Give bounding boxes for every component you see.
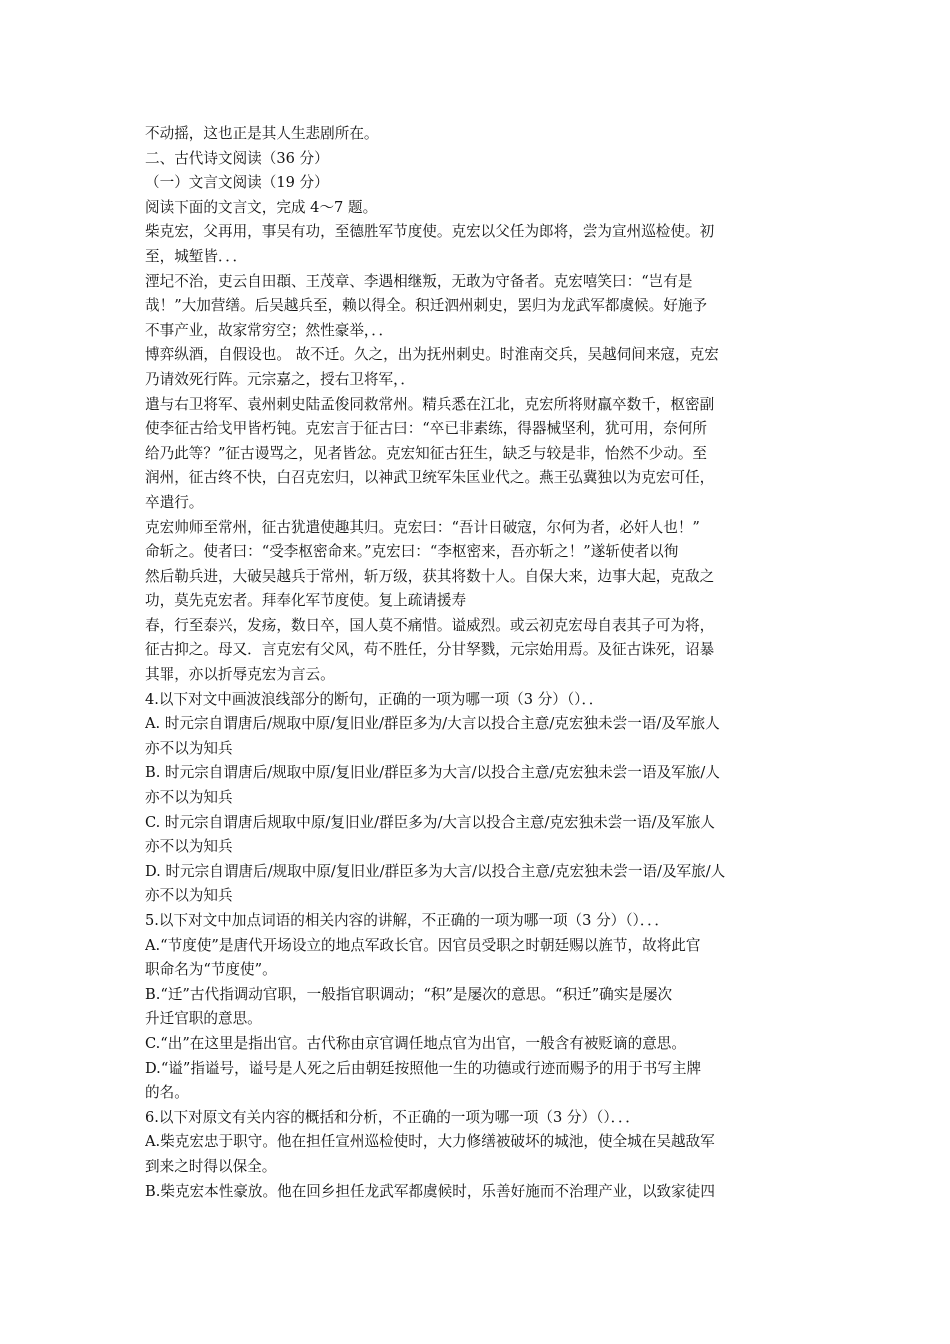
question-4-option-b-cont: 亦不以为知兵 xyxy=(145,789,233,807)
question-6-option-a: A.柴克宏忠于职守。他在担任宣州巡检使时，大力修缮被破坏的城池，使全城在吴越敌军 xyxy=(145,1133,715,1151)
text-line: 征古抑之。母又．言克宏有父风，苟不胜任，分甘孥戮，元宗始用焉。及征古诛死，诏暴 xyxy=(145,641,715,659)
text-line: 给乃此等？”征古谩骂之，见者皆忿。克宏知征古狂生，缺乏与较是非，怡然不少动。至 xyxy=(145,444,708,462)
question-5-option-d: D.“谥”指谥号，谥号是人死之后由朝廷按照他一生的功德或行迹而赐予的用于书写主牌 xyxy=(145,1059,702,1077)
question-4-option-b: B. 时元宗自谓唐后/规取中原/复旧业/群臣多为大言/以投合主意/克宏独未尝一语及军旅/人 xyxy=(145,764,720,782)
question-6-option-b: B.柴克宏本性豪放。他在回乡担任龙武军都虞候时，乐善好施而不治理产业，以致家徒四 xyxy=(145,1182,715,1200)
question-5-option-c: C.“出”在这里是指出官。古代称由京官调任地点官为出官，一般含有被贬谪的意思。 xyxy=(145,1034,686,1052)
text-line: 然后勒兵进，大破吴越兵于常州，斩万级，获其将数十人。自保大来，边事大起，克敌之 xyxy=(145,567,715,585)
question-4-option-d-cont: 亦不以为知兵 xyxy=(145,887,233,905)
text-line: 克宏帅师至常州，征古犹遣使趣其归。克宏曰：“吾计日破寇，尔何为者，必奸人也！” xyxy=(145,518,700,536)
text-line: 柴克宏，父再用，事吴有功，至德胜军节度使。克宏以父任为郎将，尝为宣州巡检使。初 xyxy=(145,223,715,241)
question-5-option-b: B.“迁”古代指调动官职，一般指官职调动；“积”是屡次的意思。“积迁”确实是屡次 xyxy=(145,985,673,1003)
text-line: 命斩之。使者曰：“受李枢密命来。”克宏曰：“李枢密来，吾亦斩之！”遂斩使者以徇 xyxy=(145,543,679,561)
question-6: 6.以下对原文有关内容的概括和分析，不正确的一项为哪一项（3 分）（）．．． xyxy=(145,1108,640,1126)
text-line: 不事产业，故家常穷空；然性豪举，．． xyxy=(145,321,394,339)
question-5-option-b-cont: 升迁官职的意思。 xyxy=(145,1010,262,1028)
question-5-option-d-cont: 的名。 xyxy=(145,1084,189,1102)
subsection-heading: （一）文言文阅读（19 分） xyxy=(145,174,329,192)
question-4-option-a-cont: 亦不以为知兵 xyxy=(145,739,233,757)
question-4-option-a: A. 时元宗自谓唐后/规取中原/复旧业/群臣多为/大言以投合主意/克宏独未尝一语/及军旅人 xyxy=(145,715,720,733)
question-5-option-a: A.“节度使”是唐代开场设立的地点军政长官。因官员受职之时朝廷赐以旌节，故将此官 xyxy=(145,936,701,954)
text-line: 春，行至泰兴，发疡，数日卒，国人莫不痛惜。谥威烈。或云初克宏母自表其子可为将， xyxy=(145,616,715,634)
text-line: 不动摇，这也正是其人生悲剧所在。 xyxy=(145,125,379,142)
text-line: 卒遣行。 xyxy=(145,493,204,511)
text-line: 遣与右卫将军、袁州刺史陆孟俊同救常州。精兵悉在江北，克宏所将财羸卒数千，枢密副 xyxy=(145,395,715,413)
document-page xyxy=(145,122,807,1204)
text-line: 功，莫先克宏者。拜奉化军节度使。复上疏请援寿 xyxy=(145,592,467,610)
question-5-option-a-cont: 职命名为“节度使”。 xyxy=(145,961,277,979)
text-line: 使李征古给戈甲皆朽钝。克宏言于征古曰：“卒已非素练，得器械坚利，犹可用，奈何所 xyxy=(145,420,708,438)
text-line: 哉！”大加营缮。后吴越兵至，赖以得全。积迁泗州刺史，罢归为龙武军都虞候。好施予 xyxy=(145,297,708,315)
question-4-option-d: D. 时元宗自谓唐后/规取中原/复旧业/群臣多为大言/以投合主意/克宏独未尝一语/及军旅/人 xyxy=(145,862,726,880)
text-line: 博弈纵酒，自假设也。 故不迁。久之，出为抚州刺史。时淮南交兵，吴越伺间来寇，克宏 xyxy=(145,346,719,364)
question-5: 5.以下对文中加点词语的相关内容的讲解，不正确的一项为哪一项（3 分）（）．．． xyxy=(145,912,670,929)
section-heading: 二、古代诗文阅读（36 分） xyxy=(145,149,329,167)
text-line: 至，城堑皆．．． xyxy=(145,247,248,265)
question-4-option-c-cont: 亦不以为知兵 xyxy=(145,838,233,856)
text-line: 润州，征古终不快，白召克宏归，以神武卫统军朱匡业代之。燕王弘冀独以为克宏可任， xyxy=(145,469,715,487)
question-4-option-c: C. 时元宗自谓唐后规取中原/复旧业/群臣多为/大言以投合主意/克宏独未尝一语/及军旅人 xyxy=(145,813,715,831)
question-4: 4.以下对文中画波浪线部分的断句，正确的一项为哪一项（3 分）（）．． xyxy=(145,690,604,708)
text-line: 湮圮不治，吏云自田頵、王茂章、李遇相继叛，无敢为守备者。克宏嘻笑曰：“岂有是 xyxy=(145,272,693,290)
question-6-option-a-cont: 到来之时得以保全。 xyxy=(145,1157,277,1175)
instruction-text: 阅读下面的文言文，完成 4～7 题。 xyxy=(145,198,378,216)
text-line: 乃请效死行阵。元宗嘉之，授右卫将军，． xyxy=(145,370,415,388)
text-line: 其罪，亦以折辱克宏为言云。 xyxy=(145,666,335,684)
